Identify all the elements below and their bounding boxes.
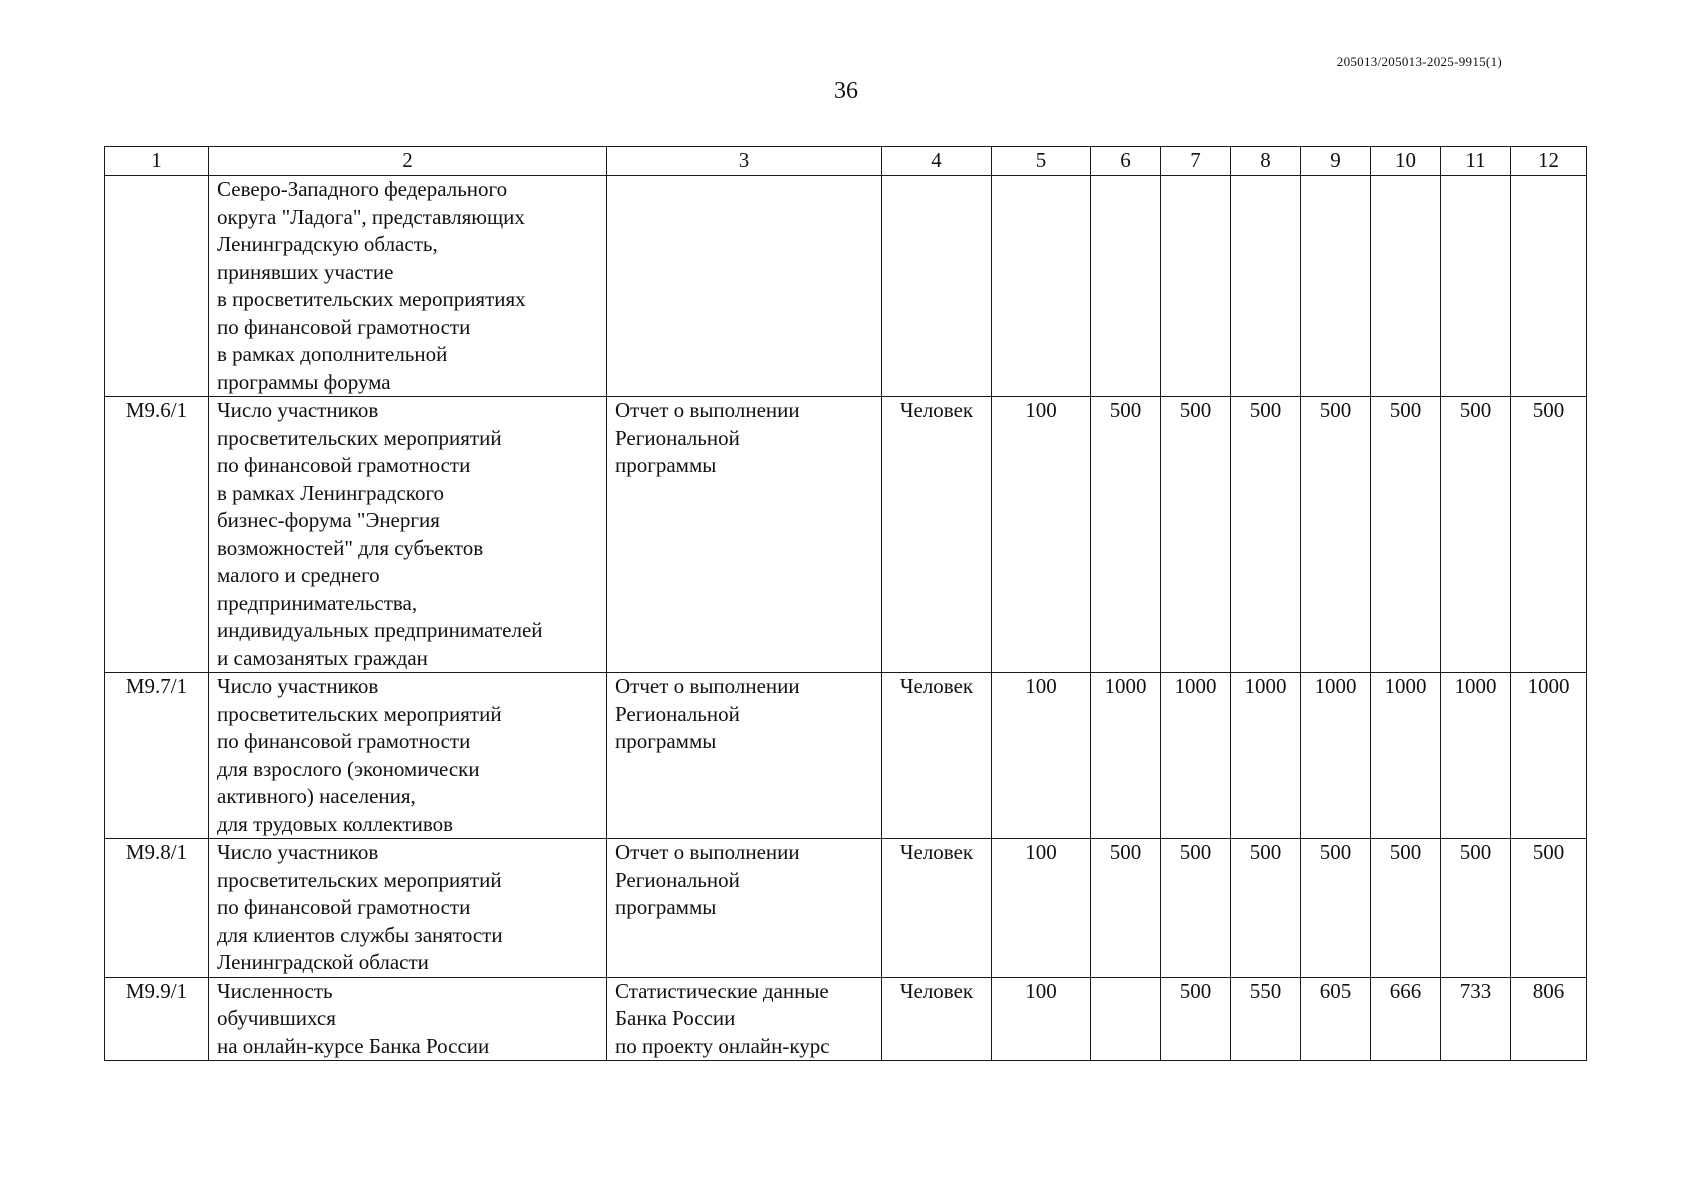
value-cell: 806 bbox=[1511, 977, 1587, 1061]
value-cell: 100 bbox=[992, 673, 1091, 839]
value-cell bbox=[1231, 176, 1301, 397]
table-row bbox=[105, 977, 1587, 1061]
column-header: 4 bbox=[882, 147, 992, 176]
column-header: 5 bbox=[992, 147, 1091, 176]
indicator-name-line: малого и среднего bbox=[217, 563, 380, 587]
indicator-name-line: возможностей" для субъектов bbox=[217, 535, 484, 560]
indicator-code bbox=[105, 176, 209, 397]
value-cell: 500 bbox=[1301, 397, 1371, 673]
document-id: 205013/205013-2025-9915(1) bbox=[1336, 54, 1502, 69]
indicator-name-line: просветительских мероприятий bbox=[217, 425, 502, 450]
data-source-line: Отчет о выполнении bbox=[615, 840, 800, 864]
value-cell bbox=[992, 176, 1091, 397]
value-cell: 1000 bbox=[1511, 673, 1587, 839]
value-cell: 500 bbox=[1441, 397, 1511, 673]
data-source-line: Отчет о выполнении bbox=[615, 674, 800, 698]
data-source bbox=[607, 176, 882, 397]
indicator-name-line: Численность bbox=[217, 978, 333, 1003]
column-header: 9 bbox=[1301, 147, 1371, 176]
indicator-name bbox=[209, 397, 607, 673]
data-source-line: Банка России bbox=[615, 1006, 736, 1030]
table-row bbox=[105, 673, 1587, 839]
indicator-code: М9.7/1 bbox=[105, 673, 209, 839]
value-cell: 500 bbox=[1091, 839, 1161, 978]
value-cell: 500 bbox=[1371, 397, 1441, 673]
data-source-line: Региональной bbox=[615, 701, 740, 726]
value-cell: 666 bbox=[1371, 977, 1441, 1061]
column-header: 10 bbox=[1371, 147, 1441, 176]
table-row bbox=[105, 176, 1587, 397]
indicator-name-line: для трудовых коллективов bbox=[217, 811, 454, 836]
value-cell: 500 bbox=[1091, 397, 1161, 673]
unit-of-measure: Человек bbox=[882, 397, 992, 673]
value-cell: 500 bbox=[1161, 397, 1231, 673]
value-cell bbox=[1441, 176, 1511, 397]
value-cell: 1000 bbox=[1441, 673, 1511, 839]
data-source-line: программы bbox=[615, 729, 717, 753]
value-cell: 500 bbox=[1301, 839, 1371, 978]
indicator-name-line: в просветительских мероприятиях bbox=[217, 287, 526, 311]
value-cell bbox=[1091, 977, 1161, 1061]
column-header: 11 bbox=[1441, 147, 1511, 176]
data-source-line: Региональной bbox=[615, 425, 740, 450]
indicator-name-line: в рамках дополнительной bbox=[217, 342, 448, 366]
data-source-line: Региональной bbox=[615, 867, 740, 892]
indicator-name bbox=[209, 977, 607, 1061]
unit-of-measure bbox=[882, 176, 992, 397]
indicator-name-line: индивидуальных предпринимателей bbox=[217, 618, 543, 642]
page-number: 36 bbox=[834, 78, 858, 104]
indicator-name-line: Число участников bbox=[217, 840, 379, 864]
value-cell: 500 bbox=[1231, 839, 1301, 978]
indicator-name-line: принявших участие bbox=[217, 259, 394, 284]
value-cell: 550 bbox=[1231, 977, 1301, 1061]
indicator-name-line: на онлайн-курсе Банка России bbox=[217, 1033, 490, 1058]
value-cell: 500 bbox=[1161, 977, 1231, 1061]
value-cell: 1000 bbox=[1301, 673, 1371, 839]
value-cell bbox=[1091, 176, 1161, 397]
value-cell: 1000 bbox=[1371, 673, 1441, 839]
column-header: 1 bbox=[105, 147, 209, 176]
value-cell: 500 bbox=[1371, 839, 1441, 978]
unit-of-measure: Человек bbox=[882, 673, 992, 839]
indicator-name-line: активного) населения, bbox=[217, 784, 416, 808]
value-cell: 1000 bbox=[1161, 673, 1231, 839]
table-header-row bbox=[105, 147, 1587, 176]
indicator-name-line: Северо-Западного федерального bbox=[217, 177, 508, 201]
indicator-name bbox=[209, 673, 607, 839]
column-header: 6 bbox=[1091, 147, 1161, 176]
indicator-name-line: Ленинградской области bbox=[217, 950, 429, 974]
column-header: 12 bbox=[1511, 147, 1587, 176]
value-cell: 100 bbox=[992, 839, 1091, 978]
value-cell: 100 bbox=[992, 977, 1091, 1061]
table-row bbox=[105, 397, 1587, 673]
indicator-name-line: программы форума bbox=[217, 369, 391, 394]
indicator-name-line: предпринимательства, bbox=[217, 590, 418, 615]
indicator-code: М9.9/1 bbox=[105, 977, 209, 1061]
value-cell bbox=[1161, 176, 1231, 397]
value-cell: 500 bbox=[1511, 839, 1587, 978]
value-cell: 1000 bbox=[1231, 673, 1301, 839]
data-source-line: программы bbox=[615, 453, 717, 477]
data-source bbox=[607, 673, 882, 839]
data-source-line: по проекту онлайн-курс bbox=[615, 1033, 830, 1058]
data-source bbox=[607, 977, 882, 1061]
unit-of-measure: Человек bbox=[882, 839, 992, 978]
value-cell: 100 bbox=[992, 397, 1091, 673]
column-header: 3 bbox=[607, 147, 882, 176]
column-header: 8 bbox=[1231, 147, 1301, 176]
indicator-name-line: Ленинградскую область, bbox=[217, 232, 438, 256]
indicator-code: М9.6/1 bbox=[105, 397, 209, 673]
value-cell bbox=[1511, 176, 1587, 397]
data-source-line: Статистические данные bbox=[615, 978, 829, 1003]
indicator-name-line: просветительских мероприятий bbox=[217, 701, 502, 726]
indicator-name-line: округа "Ладога", представляющих bbox=[217, 204, 525, 229]
data-source bbox=[607, 839, 882, 978]
indicator-name-line: по финансовой грамотности bbox=[217, 453, 471, 477]
indicator-name-line: Число участников bbox=[217, 674, 379, 698]
table-row bbox=[105, 839, 1587, 978]
indicator-name-line: обучившихся bbox=[217, 1006, 336, 1030]
indicator-name-line: по финансовой грамотности bbox=[217, 314, 471, 339]
value-cell: 500 bbox=[1231, 397, 1301, 673]
indicator-name-line: для клиентов службы занятости bbox=[217, 922, 503, 947]
indicator-name-line: в рамках Ленинградского bbox=[217, 480, 445, 505]
data-source-line: Отчет о выполнении bbox=[615, 398, 800, 422]
indicator-name-line: по финансовой грамотности bbox=[217, 895, 471, 919]
value-cell: 500 bbox=[1511, 397, 1587, 673]
indicator-name bbox=[209, 839, 607, 978]
column-header: 7 bbox=[1161, 147, 1231, 176]
indicator-name-line: бизнес-форума "Энергия bbox=[217, 508, 440, 532]
indicator-name-line: Число участников bbox=[217, 398, 379, 422]
value-cell: 500 bbox=[1161, 839, 1231, 978]
column-header: 2 bbox=[209, 147, 607, 176]
value-cell: 605 bbox=[1301, 977, 1371, 1061]
unit-of-measure: Человек bbox=[882, 977, 992, 1061]
data-source-line: программы bbox=[615, 895, 717, 919]
value-cell bbox=[1301, 176, 1371, 397]
value-cell: 1000 bbox=[1091, 673, 1161, 839]
indicators-table bbox=[104, 146, 1587, 1061]
value-cell bbox=[1371, 176, 1441, 397]
indicator-name bbox=[209, 176, 607, 397]
indicator-name-line: и самозанятых граждан bbox=[217, 645, 428, 670]
indicator-name-line: по финансовой грамотности bbox=[217, 729, 471, 753]
indicator-code: М9.8/1 bbox=[105, 839, 209, 978]
data-source bbox=[607, 397, 882, 673]
value-cell: 500 bbox=[1441, 839, 1511, 978]
indicator-name-line: просветительских мероприятий bbox=[217, 867, 502, 892]
indicator-name-line: для взрослого (экономически bbox=[217, 756, 480, 781]
value-cell: 733 bbox=[1441, 977, 1511, 1061]
